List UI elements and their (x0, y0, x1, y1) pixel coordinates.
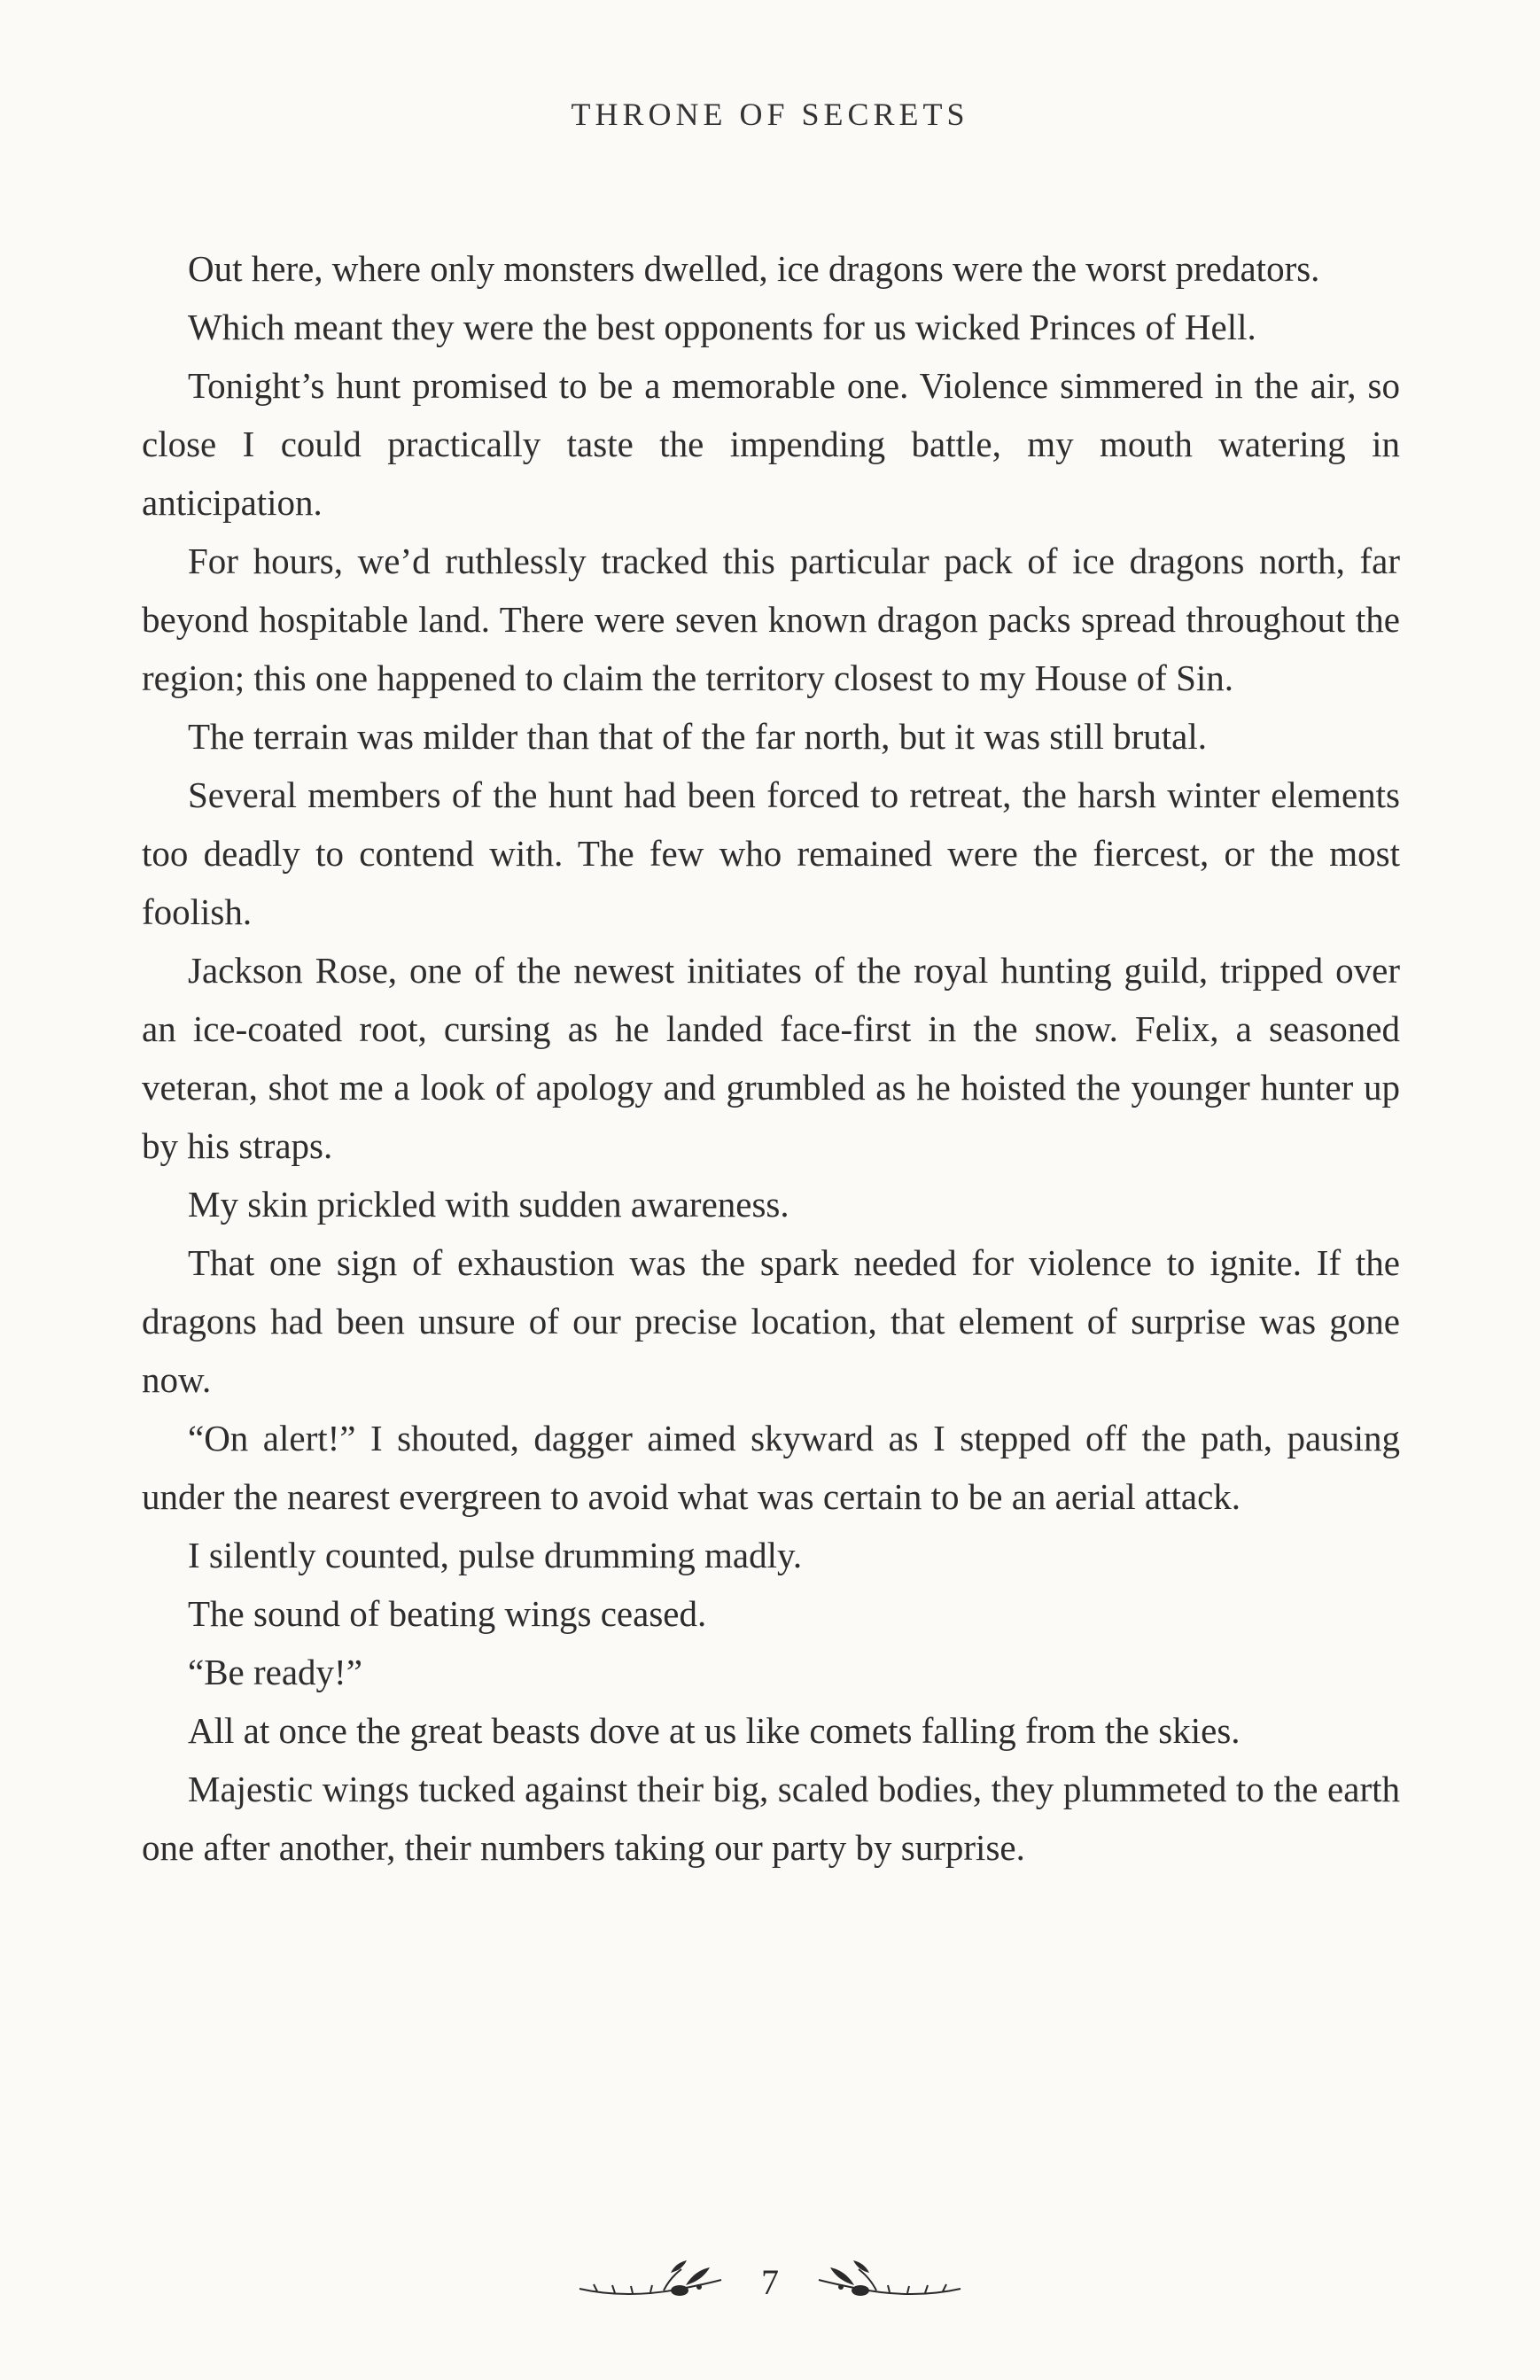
page-footer (0, 2246, 1540, 2317)
paragraph: That one sign of exhaustion was the spark needed for violence to ignite. If the dragons had been unsure of our precise location, that element of surprise was gone now. (142, 1242, 1400, 1400)
paragraph: Which meant they were the best opponents for us wicked Princes of Hell. (188, 307, 1256, 347)
paragraph: The terrain was milder than that of the far north, but it was still brutal. (188, 716, 1207, 757)
vine-flourish-icon (814, 2255, 965, 2308)
running-head: THRONE OF SECRETS (571, 97, 969, 132)
paragraph: “On alert!” I shouted, dagger aimed skyward as I stepped off the path, pausing under the nearest evergreen to avoid what was certain to be an aerial attack. (142, 1418, 1400, 1517)
body-text (142, 239, 1400, 1877)
paragraph: All at once the great beasts dove at us like comets falling from the skies. (188, 1710, 1241, 1751)
paragraph: Several members of the hunt had been forced to retreat, the harsh winter elements too deadly to contend with. The few who remained were the fiercest, or the most foolish. (142, 774, 1400, 932)
paragraph: Out here, where only monsters dwelled, ice dragons were the worst predators. (188, 248, 1320, 289)
paragraph: “Be ready!” (188, 1652, 362, 1692)
paragraph: Tonight’s hunt promised to be a memorable one. Violence simmered in the air, so close I could practically taste the impending battle, my mouth watering in anticipation. (142, 365, 1400, 523)
paragraph: I silently counted, pulse drumming madly. (188, 1535, 803, 1575)
paragraph: For hours, we’d ruthlessly tracked this particular pack of ice dragons north, far beyond hospitable land. There were seven known dragon packs spread throughout the region; this one happened to claim the territory closest to my House of Sin. (142, 541, 1400, 698)
paragraph: The sound of beating wings ceased. (188, 1593, 707, 1634)
vine-flourish-icon (575, 2255, 726, 2308)
paragraph: Jackson Rose, one of the newest initiates of the royal hunting guild, tripped over an ice-coated root, cursing as he landed face-first in the snow. Felix, a seasoned veteran, shot me a look of apology and grumbled as he hoisted the younger hunter up by his straps. (142, 950, 1400, 1166)
paragraph: My skin prickled with sudden awareness. (188, 1184, 789, 1225)
paragraph: Majestic wings tucked against their big, scaled bodies, they plummeted to the earth one after another, their numbers taking our party by surprise. (142, 1769, 1400, 1868)
page-number: 7 (761, 2261, 779, 2302)
